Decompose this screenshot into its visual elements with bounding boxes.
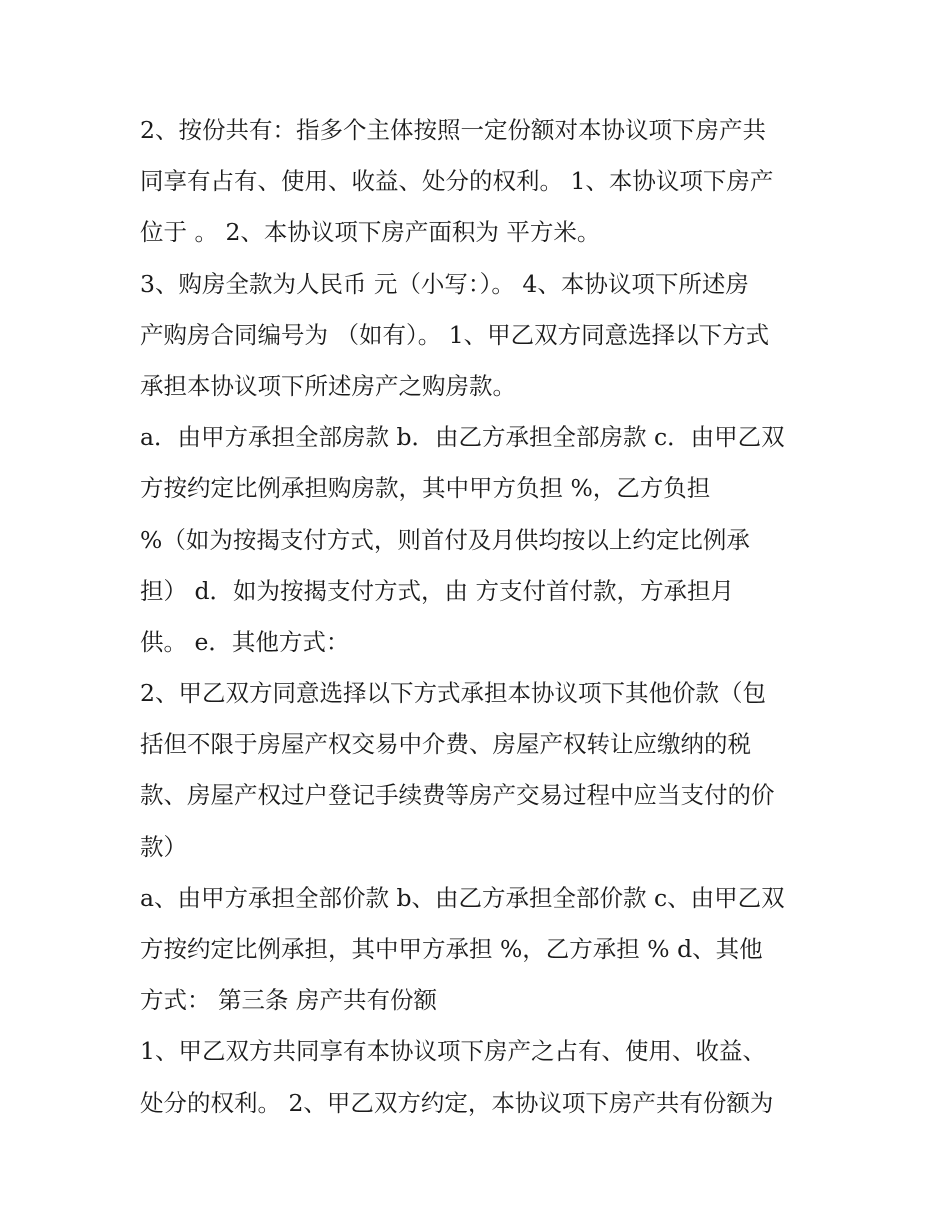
text-line: 位于 。 2、本协议项下房产面积为 平方米。 <box>140 218 601 247</box>
text-line: 款、房屋产权过户登记手续费等房产交易过程中应当支付的价 <box>140 781 775 810</box>
text-line: 2、按份共有：指多个主体按照一定份额对本协议项下房产共 <box>140 116 766 144</box>
text-line: 括但不限于房屋产权交易中介费、房屋产权转让应缴纳的税 <box>140 730 751 759</box>
text-line: %（如为按揭支付方式，则首付及月供均按以上约定比例承 <box>140 525 750 554</box>
text-line: a、由甲方承担全部价款 b、由乙方承担全部价款 c、由甲乙双 <box>140 883 785 912</box>
text-line: 担） d．如为按揭支付方式，由 方支付首付款，方承担月 <box>140 576 734 605</box>
text-line: a．由甲方承担全部房款 b．由乙方承担全部房款 c．由甲乙双 <box>140 423 785 452</box>
text-line: 1、甲乙双方共同享有本协议项下房产之占有、使用、收益、 <box>140 1037 766 1066</box>
text-line: 方按约定比例承担购房款，其中甲方负担 %，乙方负担 <box>140 474 711 503</box>
text-line: 方按约定比例承担，其中甲方承担 %，乙方承担 % d、其他 <box>140 935 763 963</box>
text-line: 款） <box>140 832 187 861</box>
text-line: 处分的权利。 2、甲乙双方约定，本协议项下房产共有份额为 <box>140 1088 774 1117</box>
document-body <box>140 105 820 1129</box>
text-line: 同享有占有、使用、收益、处分的权利。 1、本协议项下房产 <box>140 167 774 196</box>
text-line: 供。 e．其他方式： <box>140 627 350 656</box>
text-line: 2、甲乙双方同意选择以下方式承担本协议项下其他价款（包 <box>140 679 766 708</box>
text-line: 产购房合同编号为 （如有）。 1、甲乙双方同意选择以下方式 <box>140 320 770 349</box>
text-line: 承担本协议项下所述房产之购房款。 <box>140 371 516 400</box>
text-line: 方式： 第三条 房产共有份额 <box>140 986 437 1015</box>
text-line: 3、购房全款为人民币 元（小写：）。 4、本协议项下所述房 <box>140 269 749 298</box>
